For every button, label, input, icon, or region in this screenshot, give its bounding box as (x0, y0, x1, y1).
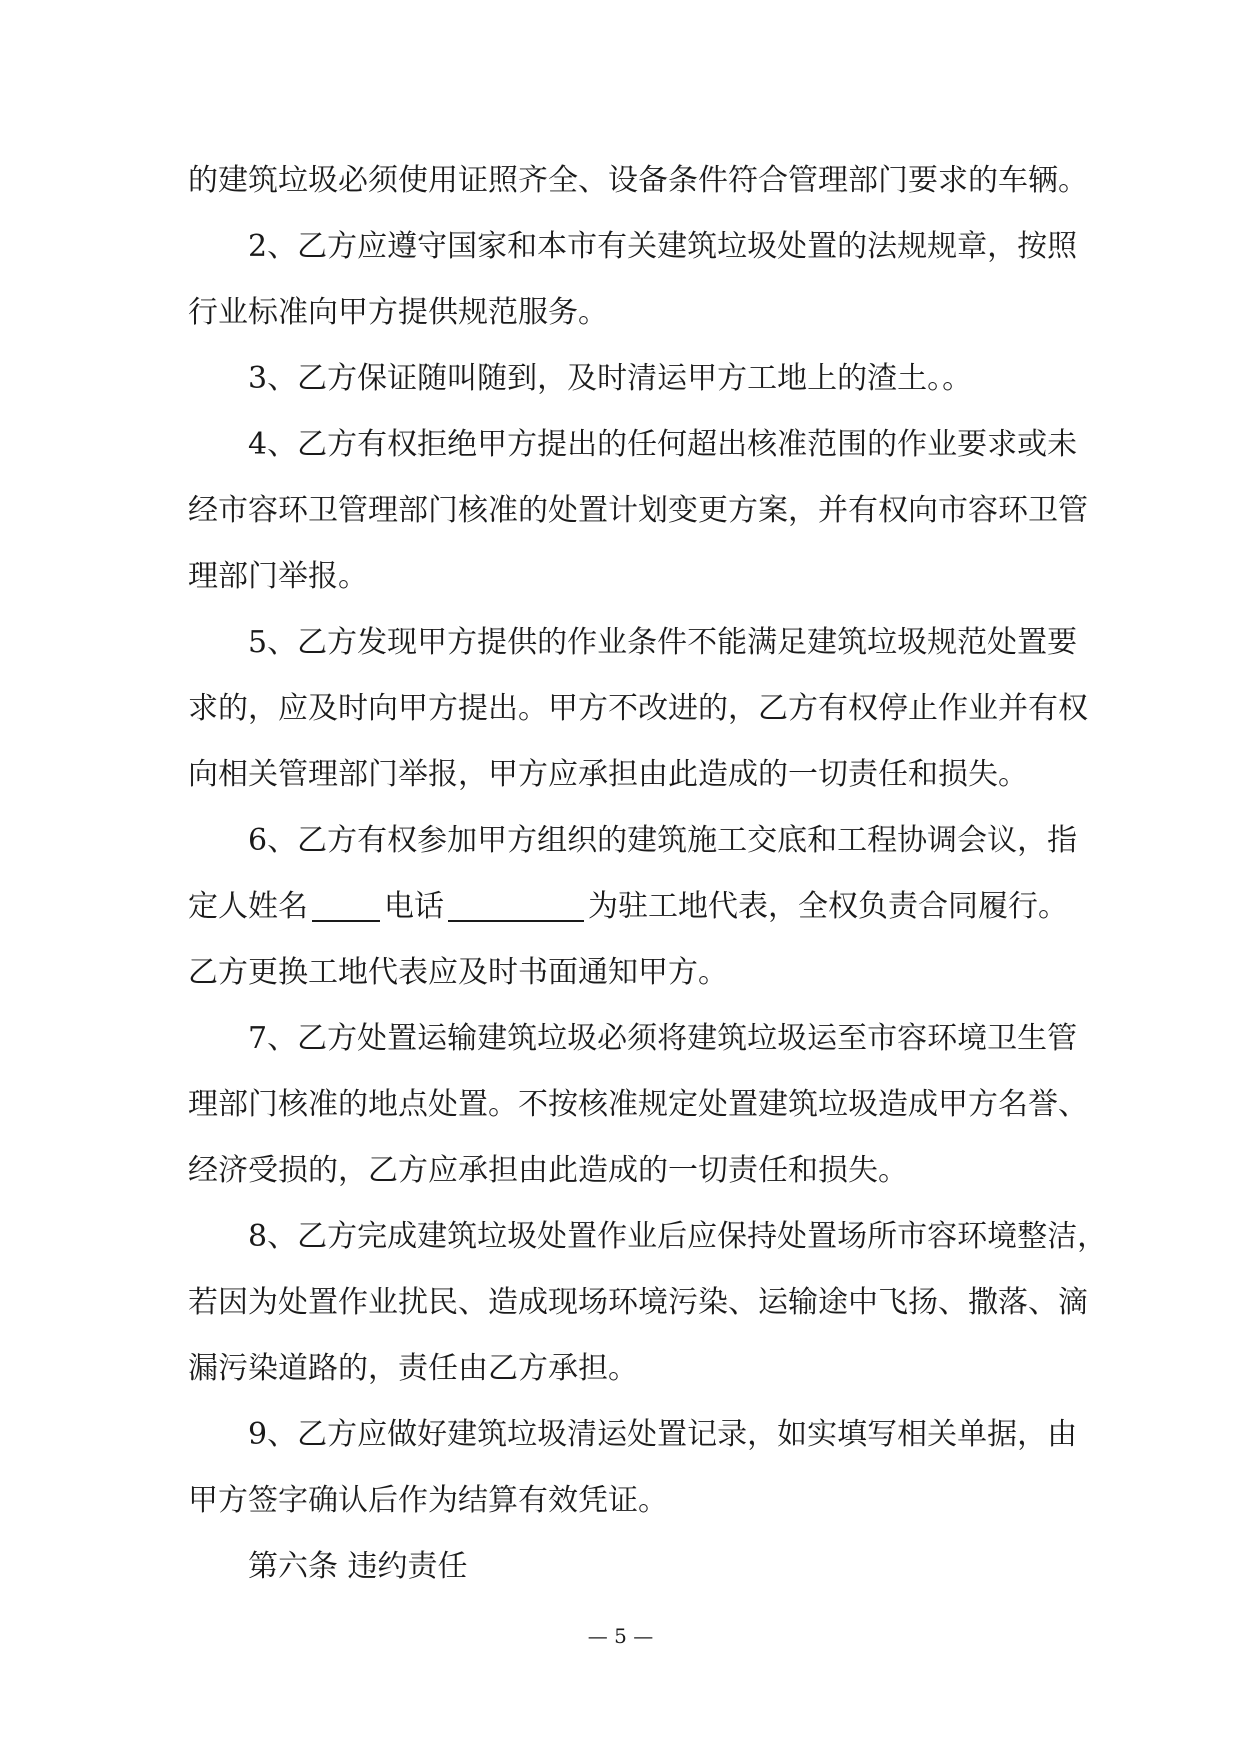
paragraph-line: 向相关管理部门举报，甲方应承担由此造成的一切责任和损失。 (188, 757, 1028, 792)
paragraph-line: 甲方签字确认后作为结算有效凭证。 (188, 1483, 668, 1518)
paragraph-line: 乙方更换工地代表应及时书面通知甲方。 (188, 955, 728, 990)
paragraph-line: 的建筑垃圾必须使用证照齐全、设备条件符合管理部门要求的车辆。 (188, 163, 1088, 198)
paragraph-line: 9、乙方应做好建筑垃圾清运处置记录，如实填写相关单据，由 (248, 1417, 1078, 1452)
paragraph-line: 7、乙方处置运输建筑垃圾必须将建筑垃圾运至市容环境卫生管 (248, 1021, 1078, 1056)
paragraph-line: 8、乙方完成建筑垃圾处置作业后应保持处置场所市容环境整洁， (248, 1219, 1108, 1254)
paragraph-line: 4、乙方有权拒绝甲方提出的任何超出核准范围的作业要求或未 (248, 427, 1078, 462)
label-phone: 电话 (384, 889, 444, 924)
paragraph-line: 若因为处置作业扰民、造成现场环境污染、运输途中飞扬、撒落、滴 (188, 1285, 1088, 1320)
paragraph-line: 3、乙方保证随叫随到，及时清运甲方工地上的渣土。。 (248, 361, 973, 396)
paragraph-line: 5、乙方发现甲方提供的作业条件不能满足建筑垃圾规范处置要 (248, 625, 1078, 660)
label-representative-name: 定人姓名 (188, 889, 308, 924)
representative-name-blank (312, 890, 380, 922)
paragraph-line: 行业标准向甲方提供规范服务。 (188, 295, 608, 330)
page-number: — 5 — (587, 1624, 654, 1648)
paragraph-line: 6、乙方有权参加甲方组织的建筑施工交底和工程协调会议，指 (248, 823, 1078, 858)
paragraph-line: 2、乙方应遵守国家和本市有关建筑垃圾处置的法规规章，按照 (248, 229, 1078, 264)
paragraph-line: 理部门核准的地点处置。不按核准规定处置建筑垃圾造成甲方名誉、 (188, 1087, 1088, 1122)
paragraph-line: 求的，应及时向甲方提出。甲方不改进的，乙方有权停止作业并有权 (188, 691, 1088, 726)
paragraph-line-with-blanks (188, 874, 1068, 940)
document-body (188, 148, 1108, 1600)
paragraph-line: 理部门举报。 (188, 559, 368, 594)
phone-blank (448, 890, 584, 922)
representative-clause: 为驻工地代表，全权负责合同履行。 (588, 889, 1068, 924)
paragraph-line: 经市容环卫管理部门核准的处置计划变更方案，并有权向市容环卫管 (188, 493, 1088, 528)
paragraph-line: 漏污染道路的，责任由乙方承担。 (188, 1351, 638, 1386)
paragraph-line: 经济受损的，乙方应承担由此造成的一切责任和损失。 (188, 1153, 908, 1188)
section-heading: 第六条 违约责任 (248, 1549, 468, 1584)
